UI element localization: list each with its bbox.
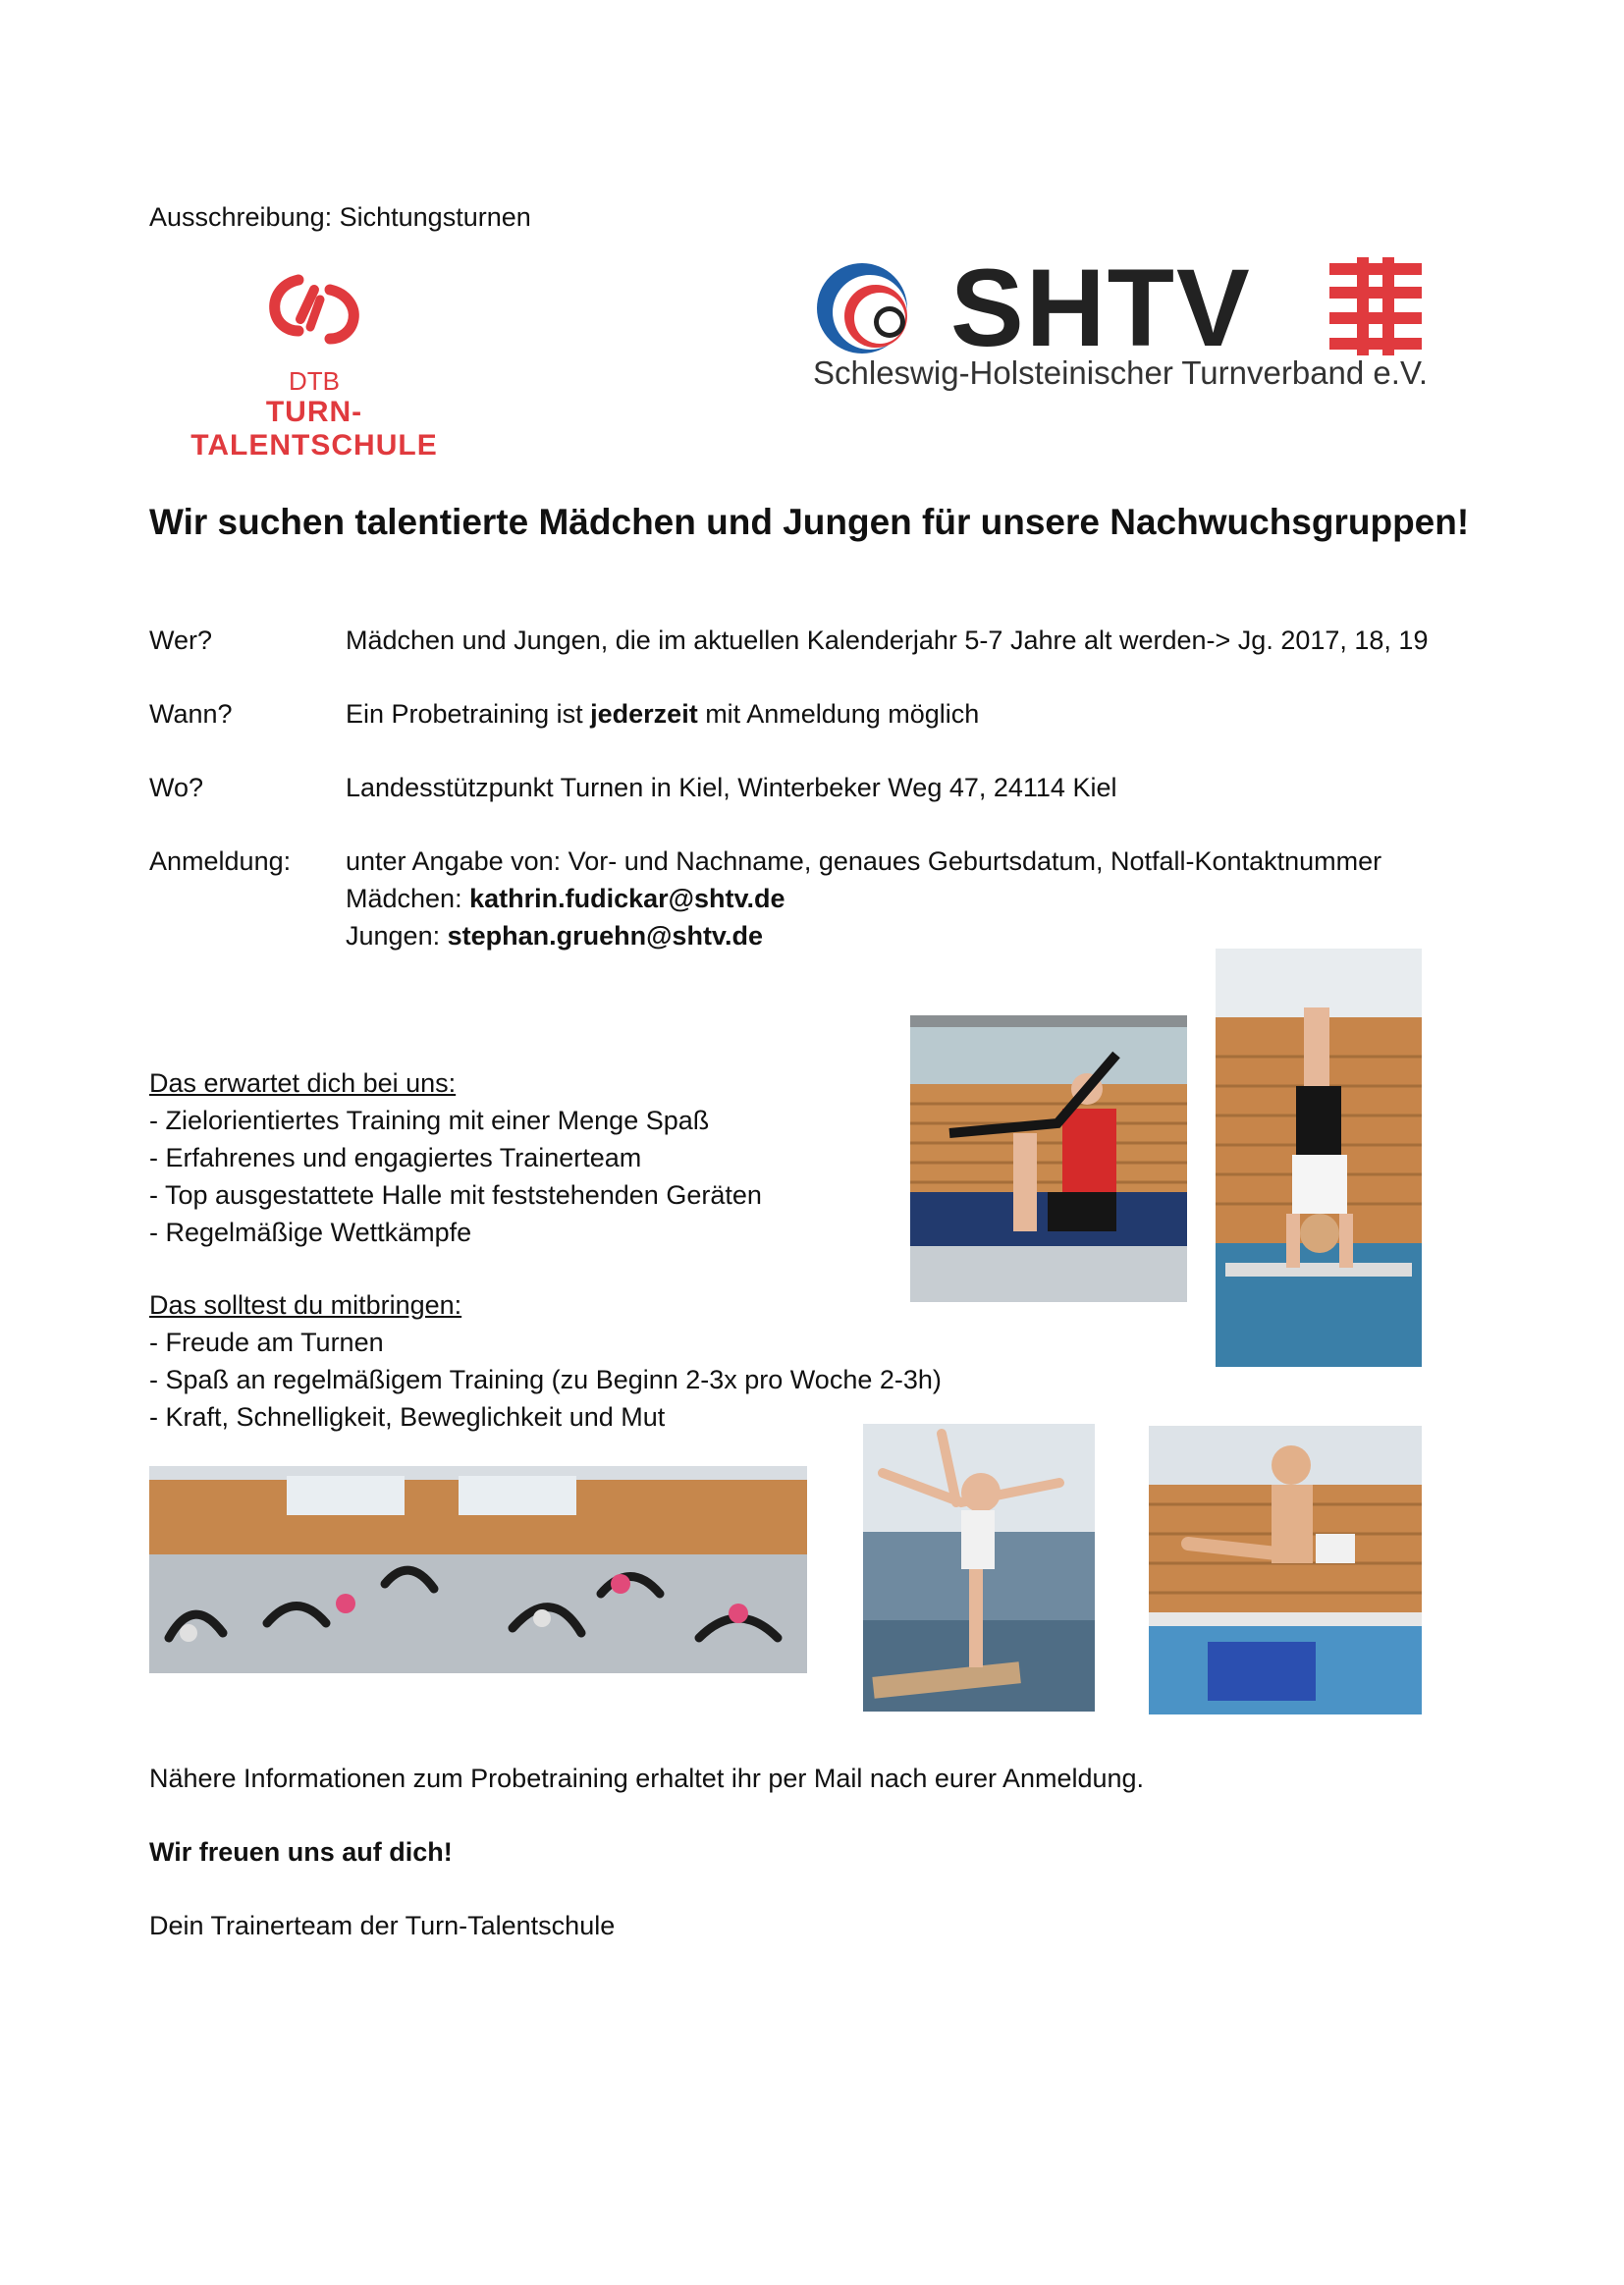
list-item: - Erfahrenes und engagiertes Trainerteam xyxy=(149,1143,642,1172)
shtv-circle-emblem-icon xyxy=(813,259,931,357)
list-item: - Spaß an regelmäßigem Training (zu Beginn 2-3x pro Woche 2-3h) xyxy=(149,1365,942,1394)
jungen-email-link[interactable]: stephan.gruehn@shtv.de xyxy=(447,921,763,951)
wann-bold: jederzeit xyxy=(590,699,698,729)
list-item: - Zielorientiertes Training mit einer Menge Spaß xyxy=(149,1106,710,1135)
wann-label: Wann? xyxy=(149,699,233,729)
anmeldung-label: Anmeldung: xyxy=(149,846,292,876)
maedchen-email-link[interactable]: kathrin.fudickar@shtv.de xyxy=(469,884,785,913)
footer-greeting: Wir freuen uns auf dich! xyxy=(149,1837,453,1867)
footer-signature: Dein Trainerteam der Turn-Talentschule xyxy=(149,1911,616,1940)
shtv-logo-full-name: Schleswig-Holsteinischer Turnverband e.V. xyxy=(813,354,1429,391)
wer-label: Wer? xyxy=(149,626,213,655)
photo-bridges-group xyxy=(149,1466,807,1673)
wann-post: mit Anmeldung möglich xyxy=(697,699,980,729)
jungen-contact xyxy=(346,917,763,954)
bring-heading: Das solltest du mitbringen: xyxy=(149,1290,462,1320)
wann-value xyxy=(346,695,979,733)
bring-list xyxy=(149,1324,942,1436)
list-item: - Top ausgestattete Halle mit feststehenden Geräten xyxy=(149,1180,762,1210)
wo-value: Landesstützpunkt Turnen in Kiel, Winterbeker Weg 47, 24114 Kiel xyxy=(346,773,1117,802)
shtv-logo xyxy=(813,246,1434,401)
photo-beam-balance xyxy=(863,1424,1095,1712)
photo-trainer-assist xyxy=(910,1015,1187,1302)
photo-boy-bar xyxy=(1149,1426,1422,1714)
wann-pre: Ein Probetraining ist xyxy=(346,699,591,729)
dtb-logo-line2: TURN-TALENTSCHULE xyxy=(190,396,438,462)
photo-handstand xyxy=(1216,949,1422,1367)
footer-info: Nähere Informationen zum Probetraining erhaltet ihr per Mail nach eurer Anmeldung. xyxy=(149,1764,1145,1793)
anmeldung-value: unter Angabe von: Vor- und Nachname, genaues Geburtsdatum, Notfall-Kontaktnummer xyxy=(346,846,1382,876)
list-item: - Kraft, Schnelligkeit, Beweglichkeit und Mut xyxy=(149,1402,666,1432)
jungen-label: Jungen: xyxy=(346,921,448,951)
dtb-emblem-icon xyxy=(261,270,367,351)
list-item: - Regelmäßige Wettkämpfe xyxy=(149,1218,472,1247)
dtb-logo xyxy=(147,270,481,462)
maedchen-contact xyxy=(346,880,785,917)
header-note: Ausschreibung: Sichtungsturnen xyxy=(149,202,531,232)
maedchen-label: Mädchen: xyxy=(346,884,470,913)
expect-list xyxy=(149,1102,762,1251)
turnerkreuz-icon xyxy=(1329,257,1422,355)
headline: Wir suchen talentierte Mädchen und Jungen für unsere Nachwuchsgruppen! xyxy=(149,502,1470,542)
wer-value: Mädchen und Jungen, die im aktuellen Kalenderjahr 5-7 Jahre alt werden-> Jg. 2017, 18, 19 xyxy=(346,626,1429,655)
expect-heading: Das erwartet dich bei uns: xyxy=(149,1068,457,1098)
list-item: - Freude am Turnen xyxy=(149,1328,384,1357)
dtb-logo-line1: DTB xyxy=(289,366,340,396)
wo-label: Wo? xyxy=(149,773,204,802)
shtv-logo-abbr: SHTV xyxy=(950,246,1252,369)
